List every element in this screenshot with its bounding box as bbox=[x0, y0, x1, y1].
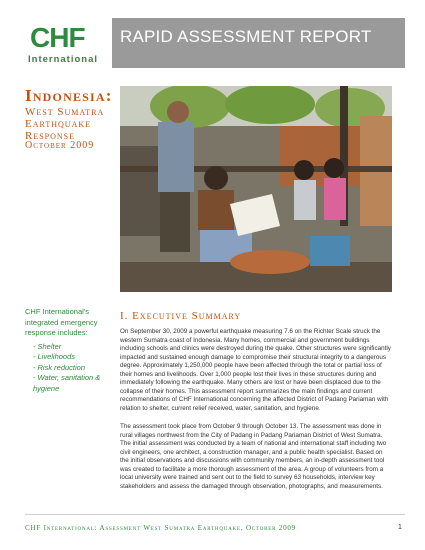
list-item: - Livelihoods bbox=[33, 352, 76, 361]
logo-text: CHF bbox=[30, 22, 85, 53]
cover-title: Indonesia: bbox=[25, 86, 113, 105]
sidebar-callout bbox=[25, 307, 110, 394]
sidebar-intro: CHF International's integrated emergency response includes: bbox=[25, 307, 98, 337]
footer-text: CHF International: Assessment West Sumatra Earthquake, October 2009 bbox=[25, 524, 296, 532]
list-item-label: Shelter bbox=[37, 341, 62, 351]
footer-divider bbox=[25, 514, 405, 515]
list-item: - Water, sanitation & hygiene bbox=[33, 373, 101, 393]
body-paragraph: On September 30, 2009 a powerful earthquake measuring 7.6 on the Richter Scale struck the western Sumatra coast of Indonesia. Many homes, commercial and government buildings including schools and clinics were destroyed during the quake. Other structures were significantly impacted and sustained enough damage to compromise their structural integrity to a dangerous degree. Approximately 1,250,000 people have been affected through the total or partial loss of their homes and livelihoods. Over 1,000 people lost their lives in these structures during and immediately following the earthquake. Many others are lost or have been displaced due to the collapse of their homes. This assessment report summarizes the main findings and current recommendations of CHF International concerning the affected District of Padang Pariaman with relation to shelter, current relief received, water, sanitation, and hygiene. bbox=[120, 328, 391, 412]
list-item: - Shelter bbox=[33, 341, 62, 351]
cover-subtitle: West Sumatra Earthquake Response bbox=[25, 106, 105, 142]
chf-logo bbox=[20, 18, 112, 68]
body-paragraph: The assessment took place from October 9 through October 13. The assessment was done in rural villages northwest from the City of Padang in Padang Pariaman District of West Sumatra. The initial assessment was conducted by a team of national and international staff including two civil engineers, one architect, a construction manager, and a public health specialist. Based on the initial observations and discussions with community members, an in-depth assessment tool was created to facilitate a more thorough assessment of the area. A group of volunteers from a local university were trained and sent out to the field to survey 63 households, interview key stakeholders and assess the damaged through observation, photographs, and measurements. bbox=[120, 423, 387, 490]
sidebar-list bbox=[25, 342, 110, 395]
header-bar bbox=[112, 18, 405, 68]
section-heading: I. Executive Summary bbox=[120, 310, 242, 322]
page-number: 1 bbox=[398, 524, 402, 531]
list-item: - Risk reduction bbox=[33, 362, 86, 372]
cover-date: October 2009 bbox=[25, 140, 95, 151]
report-title: RAPID ASSESSMENT REPORT bbox=[120, 27, 372, 46]
list-item-label: Water, sanitation & hygiene bbox=[33, 373, 101, 393]
cover-photo bbox=[120, 86, 392, 292]
list-item-label: Risk reduction bbox=[37, 362, 86, 372]
logo-subtext: International bbox=[28, 54, 99, 65]
list-item-label: Livelihoods bbox=[37, 352, 76, 361]
